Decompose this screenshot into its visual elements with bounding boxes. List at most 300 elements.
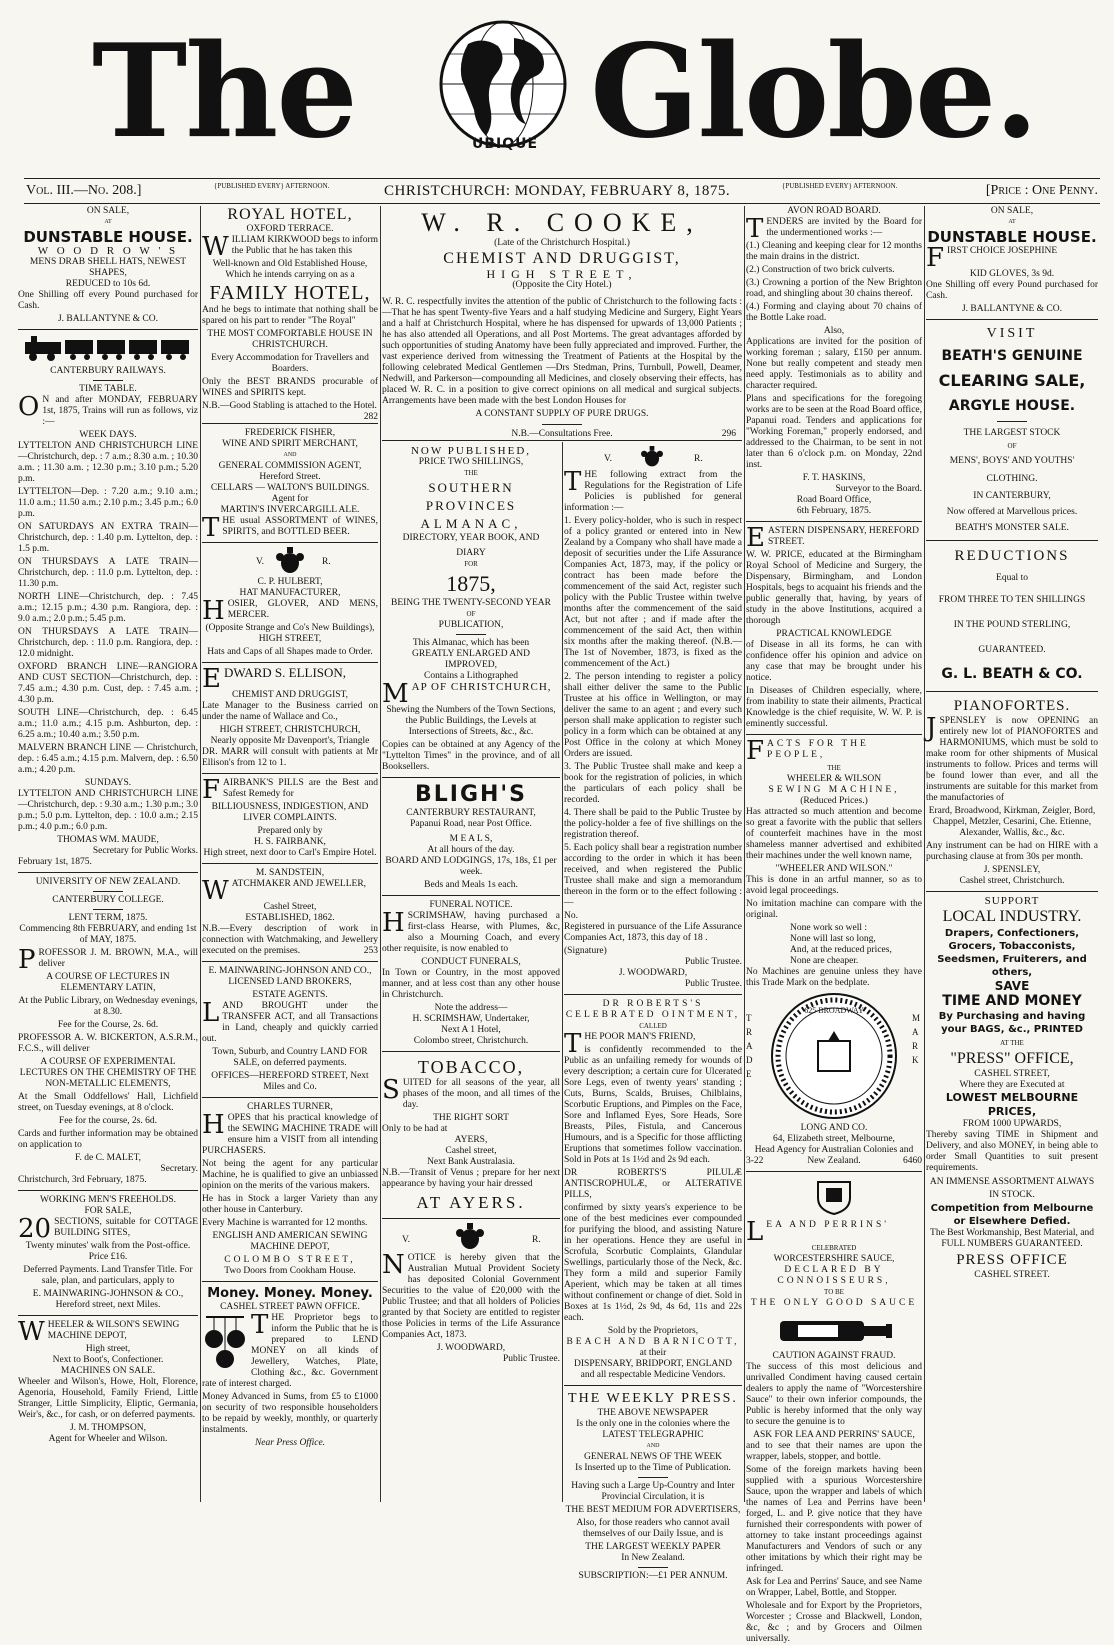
southern-provinces: SOUTHERN PROVINCES [425,480,517,513]
column-divider [562,442,563,1502]
ask-for: ASK FOR LEA AND PERRINS' SAUCE, [753,1430,915,1440]
woodrow-text: MENS DRAB SHELL HATS, NEWEST SHAPES, [29,257,187,278]
next-hotel: Next A 1 Hotel, [441,1025,501,1035]
published-note-right: {PUBLISHED EVERY} AFTERNOON. [782,182,898,190]
royal-arms [382,1223,560,1253]
none-line: None work so well : [790,923,868,933]
almanac-year: 1875, [446,571,496,596]
full-numbers: FULL NUMBERS GUARANTEED. [941,1239,1083,1249]
dateline [24,178,1100,204]
having-circulation: Having such a Large Up-Country and Inter Provincial Circulation, it is [571,1481,735,1502]
tender-work: (2.) Construction of two brick culverts. [746,265,895,275]
scrimshaw-name: H. SCRIMSHAW, Undertaker, [412,1014,530,1024]
reduced-prices: (Reduced Prices.) [800,796,868,806]
two-doors: Two Doors from Cookham House. [224,1266,356,1276]
almanac-diary: DIARY [456,548,486,558]
vr-r: R. [694,454,703,464]
facts-heading: ACTS FOR THE PEOPLE, [767,739,869,760]
gl-beath: G. L. BEATH & CO. [941,666,1083,682]
note-address: Note the address— [434,1003,508,1013]
scrimshaw-text: SCRIMSHAW, having purchased a first-class Hearse, with Plumes, &c, also a Mourning Coach, and every other requisite, is now enabled to [382,911,560,954]
column-5: AVON ROAD BOARD. TENDERS are invited by the Board for the undermentioned works :— (1.) Cleaning and keeping clear for 12 months the main drains in the district. (2.) Construction of two brick culverts. (3.) Crowning a portion of the New Brighton road, and shingling about 30 chains thereof. (4.) Forming and claying about 70 chains of the Bottle Lake road. Also, Applications are invited for the position of working foreman ; salary, £150 per annum. None but really competent and steady men need apply. Testimonials as to ability and character required. Plans and specifications for the foregoing works are to be seen at the Road Board office, Papanui road. Tenders and applications for "Working Foreman," properly endorsed, and addressed to the Chairman, to be sent in not later than 6 o'clock p.m. on Monday, 22nd inst. F. T. HASKINS, Surveyor to the Board. Road Board Office, 6th February, 1875. EASTERN DISPENSARY, HEREFORD STREET. W. W. PRICE, educated at the Birmingham Royal School of Medicine and Surgery, the Dispensary, Birmingham, and London Hospitals, begs to acquaint his friends and the public generally that, having, by years of study in the above Institutions, acquired a thorough PRACTICAL KNOWLEDGE of Disease in all its forms, he can with confidence offer his opinion and advice on any case that may be brought under his notice. In Diseases of Children especially, where, from inability to state their ailments, Practical Knowledge is the chief requisite, W. W. P. is eminently successful. FACTS FOR THE PEOPLE, THE WHEELER & WILSON SEWING MACHINE, (Reduced Prices.) Has attracted so much attention and become so great a favorite with the public that sellers of counterfeit machines have in the most shameless manner advertised and exhibited their machines under the well known name, "WHEELER AND WILSON." This is done in an artful manner, so as to avoid legal proceedings. No imitation machine can compare with the original. None work so well : None will last so long, And, at the reduced prices, None are cheaper. No Machines are genuine unless they have this Trade Mark on the bedplate. TRADE 625 BROADWAY MARK LONG AND CO. 64, Elizabeth street, Melbourne, Head Agency for Australian Colonies and 3-22 New Zealand. 6460 LEA AND PERRINS' CELEBRATED WORCESTERSHIRE SAUCE, DECLARED BY CONNOISSEURS, TO BE THE ONLY GOOD SAUCE CAUTION AGAINST FRAUD. The success of this most delicious and unrivalled Condiment having caused certain dealers to apply the name of "Worcestershire Sauce" to their own inferior compounds, the Public is hereby informed that the only way to secure the genuine is to ASK FOR LEA AND PERRINS' SAUCE, and to see that their names are upon the wrapper, labels, stopper, and bottle. Some of the foreign markets having been supplied with a spurious Worcestershire Sauce, upon the wrapper and labels of which the names of Lea and Perrins have been forged, L. and P. give notice that they have furnished their correspondents with power of attorney to take instant proceedings against Manufacturers and Vendors of such or any other imitations by which their right may be infringed. Ask for Lea and Perrins' Sauce, and see Name on Wrapper, Label, Bottle, and Stopper. Wholesale and for Export by the Proprietors, Worcester ; Crosse and Blackwell, London, &c, &c ; and by Grocers and Oilmen universally. [746,206,922,1644]
plans-text: Plans and specifications for the foregoing works are to be seen at the Road Board office, Papanui road. Tenders and applications for "Working Foreman," properly endorsed, and addressed to the Chairman, to be sent in not later than 6 o'clock p.m. on Monday, 22nd inst. [746,394,922,470]
regs-intro: HE following extract from the Regulations for the Registration of Life Policies is published for general information :— [564,470,742,513]
cooke-name: W. R. COOKE, [421,208,703,237]
royal-arms [564,446,742,470]
family-text: And he begs to intimate that nothing shall be spared on his part to render "The Royal" [202,305,378,326]
surveyor-title: Surveyor to the Board. [835,484,922,494]
ad-number: 253 [363,946,378,956]
bligh-hours: At all hours of the day. [427,845,515,855]
press-office-footer: PRESS OFFICE [956,1252,1068,1268]
turner-name: CHARLES TURNER, [247,1102,333,1112]
fisher-name: FREDERICK FISHER, [244,428,336,438]
purchasing-bags: By Purchasing and having your BAGS, &c., PRINTED [938,1011,1086,1035]
long-address: 64, Elizabeth street, Melbourne, [773,1134,895,1144]
none-line: None are cheaper. [790,956,859,966]
rail-line: LYTTELTON—Dep. : 7.20 a.m.; 9.10 a.m.; 11.0 a.m.; 11.50 a.m.; 2.10 p.m.; 3.45 p.m.; 6.0 p.m. [18,487,198,519]
time-money: TIME AND MONEY [942,993,1082,1009]
ballantyne-signature: J. BALLANTYNE & CO. [961,304,1062,314]
regulation-item: 2. The person intending to register a policy shall either deliver the same to the Public Trustee at his office in Wellington, or may deliver the same to an agent ; and every such person shall make application to register such policy in a form which can be obtained at any Post Office in the colony at which Money Orders are issued. [564,672,742,759]
lent-term: LENT TERM, 1875. [68,913,148,923]
scrimshaw-address: Colombo street, Christchurch. [413,1036,529,1046]
reduced-price: REDUCED to 10s 6d. [65,279,151,289]
public-trustee-title: Public Trustee. [684,979,742,989]
genuine-text: No Machines are genuine unless they have this Trade Mark on the bedplate. [746,967,922,988]
piano-hire: Any instrument can be had on HIRE with a purchasing clause at from 30s per month. [926,841,1098,862]
best-medium: THE BEST MEDIUM FOR ADVERTISERS, [565,1505,741,1515]
cooke-text: W. R. C. respectfully invites the attention of the public of Christchurch to the following facts :—That he has spent Twenty-five Years and a half studying Medicine and Surgery, Eight Years and a half at Christchurch Hospital, where he has dispensed for upwards of 13,000 Patients ; he has also attended all Operations, and all Post Mortems. The great advantages afforded by such opportunities of studing Anatomy have been fully appreciated and improved. Further, the vast experience derived from witnessing the Treatment of Patients at the Hospital by the following celebrated Medical Gentlemen —Drs Stedman, Prins, Turnbull, Powell, Deamer, Nedwill, and Parkerson—compounding all Medicines, and closely observing their effects, has placed W. R. C. in a position to give correct opinions on all medical and surgical subjects. Arrangements have been made with the best London Houses for [382,297,742,406]
called-label: CALLED [639,1022,667,1030]
almanac-being: BEING THE TWENTY-SECOND YEAR [391,598,551,608]
money-heading: Money. Money. Money. [207,1286,373,1301]
accommodation-text: Every Accommodation for Travellers and Boarders. [211,353,369,374]
from-1000: FROM 1000 UPWARDS, [962,1119,1062,1129]
fisher-trade: WINE AND SPIRIT MERCHANT, [222,439,358,449]
ayers-street: Cashel street, [445,1146,497,1156]
term-dates: Commencing 8th FEBRUARY, and ending 1st of MAY, 1875. [19,924,197,945]
cooke-trade: CHEMIST AND DRUGGIST, [443,250,681,267]
turner-warranted: Every Machine is warranted for 12 months. [202,1218,368,1228]
sections-count: 20 [18,1214,52,1244]
registered-text: Registered in pursuance of the Life Assurance Companies Act, 1873, this day of 18 . [564,922,742,943]
josephine-gloves: IRST CHOICE JOSEPHINE [947,246,1058,256]
rail-line: ON SATURDAYS AN EXTRA TRAIN—Christchurch, dep. : 1.40 p.m. Lyttelton, dep. : 1.5 p.m. [18,522,198,554]
rail-line: ON THURSDAYS A LATE TRAIN—Christchurch, dep. : 11.0 p.m. Lyttelton, dep. : 11.30 p.m. [18,557,198,589]
fairbank-pills: AIRBANK'S PILLS are the Best and Safest Remedy for [223,778,378,799]
reg-no: No. [564,911,578,921]
at-label: AT [1008,219,1016,225]
rail-line: NORTH LINE—Christchurch, dep. : 7.45 a.m.; 12.15 p.m.; 4.30 p.m. Rangiora, dep. : 9.0 a.m.; 2.0 p.m.; 5.45 p.m. [18,592,198,624]
immense-assortment: AN IMMENSE ASSORTMENT ALWAYS IN STOCK. [929,1177,1095,1200]
drapers-list: Drapers, Confectioners, Grocers, Tobacconists, Seedsmen, Fruiterers, and others, [937,928,1087,978]
thompson-title: Agent for Wheeler and Wilson. [48,1434,168,1444]
masthead [0,0,1114,176]
ellison-trade: CHEMIST AND DRUGGIST, [231,690,349,700]
pawn-advanced: Money Advanced in Sums, from £5 to £1000 on security of two responsible householders to be repaid by weekly, monthly, or quarterly instalments. [202,1392,378,1435]
largest-stock: THE LARGEST STOCK [963,428,1061,438]
sections-payment: Deferred Payments. Land Transfer Title. For sale, plan, and particulars, apply to [23,1265,193,1286]
haskins-signature: F. T. HASKINS, [802,473,866,483]
askfor-text: Ask for Lea and Perrins' Sauce, and see Name on Wrapper, Label, Bottle, and Stopper. [746,1577,922,1598]
bligh-beds: Beds and Meals 1s each. [424,880,518,890]
dispensary-address: DISPENSARY, BRIDPORT, ENGLAND [574,1359,732,1369]
almanac-improved: IMPROVED, [445,660,497,670]
malet-title: Secretary. [160,1164,198,1174]
kirkwood-text: ILLIAM KIRKWOOD begs to inform the Public that he has taken this [231,235,378,256]
mj-brokers: E. MAINWARING-JOHNSON AND CO., LICENSED LAND BROKERS, [208,966,372,987]
vr-r: R. [322,557,331,567]
beaths-genuine: BEATH'S GENUINE [941,348,1083,364]
the-label: THE [827,764,841,772]
above-newspaper: THE ABOVE NEWSPAPER [597,1408,709,1418]
public-trustee-label: Public Trustee. [684,957,742,967]
pianofortes-heading: PIANOFORTES. [953,698,1071,714]
ointment-text: is confidently recommended to the Public as an unfailing remedy for wounds of every description; a certain cure for Ulcerated Sore Legs, even of twenty years' standing ; Cuts, Burns, Scalds, Bruises, Chilblains, Scorbutic Eruptions, and Pimples on the Face, Sore and Inflamed Eyes, Sore Heads, Sore Breasts, Piles, Fistula, and Cancerous Humours, and is a Specific for those afflicting Eruptions that sometimes follow vaccination. Sold in Pots at 1s 1½d and 2s 9d each. [564,1045,742,1165]
family-hotel-heading: FAMILY HOTEL, [209,282,371,304]
save-label: SAVE [994,979,1030,993]
regulation-item: 3. The Public Trustee shall make and keep a book for the registration of policies, in which the particulars of each policy shall be recorded. [564,762,742,805]
clothing-label: CLOTHING. [986,474,1038,484]
ellison-near: Nearly opposite Mr Davenport's, Triangle [210,736,370,746]
vr-v: V. [604,454,613,464]
royal-crest-icon [638,446,666,468]
sundays-heading: SUNDAYS. [84,778,132,788]
masthead-title-left: The [92,17,356,167]
roberts-heading: DR ROBERTS'S [602,999,704,1009]
agent-for-label: Agent for [271,494,309,504]
subscription-price: SUBSCRIPTION:—£1 PER ANNUM. [578,1571,728,1581]
rail-line: LYTTELTON AND CHRISTCHURCH LINE—Christchurch, dep. : 7 a.m.; 8.30 a.m. ; 10.30 a.m. ; 11.30 a.m. ; 12.30 p.m.; 3.10 p.m.; 5.20 p.m. [18,441,198,484]
tender-work: (3.) Crowning a portion of the New Brighton road, and shingling about 30 chains thereof. [746,278,922,299]
worcs-sauce: WORCESTERSHIRE SAUCE, [773,1254,895,1264]
trade-mark [746,991,922,1123]
children-text: In Diseases of Children especially, where, from inability to state their ailments, Practical Knowledge is the chief requisite, W. W. P. is eminently successful. [746,686,922,729]
lowest-prices: LOWEST MELBOURNE PRICES, [945,1091,1079,1118]
ayers-next: Next Bank Australasia. [427,1157,515,1167]
hulbert-address: (Opposite Strange and Co's New Buildings), HIGH STREET, [205,623,375,644]
equal-to: Equal to [996,573,1028,583]
bligh-heading: BLIGH'S [414,782,528,807]
ww-name: WHEELER & WILSON [786,774,882,784]
hulbert-trade: HAT MANUFACTURER, [239,588,341,598]
almanac-price: PRICE TWO SHILLINGS, [418,457,524,467]
almanac-shewing: Shewing the Numbers of the Town Sections, the Public Buildings, the Levels at Intersections of Streets, &c., &c. [386,705,556,737]
lea-perrins-crest-icon [812,1176,856,1216]
cooke-street: HIGH STREET, [486,267,638,281]
best-workmanship: The Best Workmanship, Best Material, and [930,1228,1094,1238]
brown-course: A COURSE OF LECTURES IN ELEMENTARY LATIN, [46,972,170,993]
pilulae-text: confirmed by sixty years's experience to be one of the best medicines ever compounded for purifying the blood, and assisting Nature in her operations. Hence they are useful in Scrofula, Scorbutic Complaints, Glandular Swellings, particularly those of the Neck, &c. They form a mild and superior Family Aperient, which may be taken at all times without confinement or change of diet. Sold in Boxes at 1s 1½d, 2s 9d, 4s 6d, 11s and 22s each. [564,1203,742,1323]
volume-number: Vol. III.—No. 208.] [26,183,142,198]
hereford-street: Hereford Street. [259,472,321,482]
vr-r: R. [532,1235,541,1245]
sauce-bottle-icon [774,1313,894,1347]
attracted-text: Has attracted so much attention and become so great a favorite with the public that sellers of counterfeit machines have in the most shameless manner advertised and exhibited their machines under the well known name, [746,807,922,861]
royal-crest-icon [454,1223,486,1251]
at-the-label: AT THE [1000,1039,1024,1047]
caution-heading: CAUTION AGAINST FRAUD. [772,1351,896,1361]
at-their: at their [639,1348,667,1358]
hats-made: Hats and Caps of all Shapes made to Order. [207,647,373,657]
piano-makers: Erard, Broadwood, Kirkman, Zeigler, Bord, Chappel, Metzler, Cesarini, Che. Etienne, Alexander, Wallis, &c., &c. [928,806,1096,838]
cellars-address: CELLARS — WALTON'S BUILDINGS. [210,483,370,493]
bickerton-course: A COURSE OF EXPERIMENTAL LECTURES ON THE CHEMISTRY OF THE NON-METALLIC ELEMENTS, [19,1057,197,1089]
long-agency: Head Agency for Australian Colonies and [754,1145,914,1155]
conduct-funerals: CONDUCT FUNERALS, [421,957,521,967]
column-divider [744,206,745,1502]
malet-signature: F. de C. MALET, [74,1153,142,1163]
almanac-title: ALMANAC, [420,516,522,531]
conduct-text: In Town or Country, in the most appoved manner, and at less cost than any other house in Christchurch. [382,968,560,1000]
on-sale-label: ON SALE, [990,206,1034,216]
competition-text: Competition from Melbourne or Elsewhere Defied. [930,1203,1094,1227]
reductions-heading: REDUCTIONS [954,548,1070,564]
ww-quote: "WHEELER AND WILSON." [775,864,893,874]
vr-v: V. [402,1235,411,1245]
freeholds-heading: WORKING MEN'S FREEHOLDS. [39,1195,177,1205]
thompson-signature: J. M. THOMPSON, [69,1423,147,1433]
ballantyne-signature: J. BALLANTYNE & CO. [57,314,158,324]
rail-line: OXFORD BRANCH LINE—RANGIORA AND CUST SECTION—Christchurch, dep. : 7.45 a.m.; 4.30 p.m. Cust, dep. : 7.45 a.m. ; 4.30 p.m. [18,662,198,705]
ayers-name: AYERS, [454,1135,488,1145]
mens-boys: MENS', BOYS' AND YOUTHS' [949,456,1075,466]
disease-text: of Disease in all its forms, he can with confidence offer his opinion and advice on any case that may be brought under his notice. [746,640,922,683]
brands-text: Only the BEST BRANDS procurable of WINES and SPIRITS kept. [202,377,378,398]
wheeler-depot-heading: HEELER & WILSON'S SEWING MACHINE DEPOT, [47,1320,180,1341]
tender-work: (4.) Forming and claying about 70 chains of the Bottle Lake road. [746,302,922,323]
bickerton-lecture: PROFESSOR A. W. BICKERTON, A.S.R.M., F.C.S., will deliver [18,1033,198,1054]
none-line: And, at the reduced prices, [790,945,892,955]
bickerton-fee: Fee for the course, 2s. 6d. [58,1116,158,1126]
pawn-near: Near Press Office. [254,1438,326,1448]
rail-line: LYTTELTON AND CHRISTCHURCH LINE—Christchurch, dep. : 9.30 a.m.; 1.30 p.m.; 3.0 p.m.; 5.0 p.m. Lyttelton, dep. : 10.0 a.m.; 2.15 p.m.; 4.0 p.m.; 6.0 p.m. [18,789,198,832]
imitation-text: No imitation machine can compare with the original. [746,899,922,920]
malet-date: Christchurch, 3rd February, 1875. [18,1175,147,1185]
mj-offices: OFFICES—HEREFORD STREET, Next Miles and Co. [211,1071,369,1092]
published-note-left: {PUBLISHED EVERY} AFTERNOON. [214,182,330,190]
caution-text: The success of this most delicious and unrivalled Condiment having caused certain dealers to apply the name of "Worcestershire Sauce" to their own inferior compounds, the Public is hereby informed that the only way to secure the genuine is to [746,1362,922,1427]
brown-fee: Fee for the Course, 2s. 6d. [57,1020,159,1030]
mainwaring-signature: E. MAINWARING-JOHNSON & CO., [32,1289,184,1299]
machines-heading: MACHINES ON SALE. [60,1366,156,1376]
hulbert-hosier: OSIER, GLOVER, AND MENS, MERCER. [227,599,378,620]
board-date: 6th February, 1875. [796,506,872,516]
sections-text: SECTIONS, suitable for COTTAGE BUILDING SITES, [54,1217,198,1238]
sewing-machine: SEWING MACHINE, [768,785,900,795]
sandstein-name: M. SANDSTEIN, [255,868,325,878]
trustee-title: Public Trustee. [502,1354,560,1364]
established-year: ESTABLISHED, 1862. [245,913,335,923]
medicine-vendors: and all respectable Medicine Vendors. [580,1370,726,1380]
ad-code: 6460 [903,1156,922,1166]
column-divider [380,206,381,1502]
none-line: None will last so long, [790,934,876,944]
cards-info: Cards and further information may be obtained on application to [18,1129,198,1150]
amp-notice: OTICE is hereby given that the Australian Mutual Provident Society has deposited Colonial Government Securities to the value of £20,000 with the Public Trustee; and that all holders of Policies granted by that Society are entitled to register those Policies in terms of the Life Assurance Companies Act, 1873. [382,1253,560,1340]
weekdays-heading: WEEK DAYS. [79,430,137,440]
stabling-text: N.B.—Good Stabling is attached to the Hotel. [202,401,377,411]
artful-text: This is done in an artful manner, so as to avoid legal proceedings. [746,875,922,896]
rail-line: SOUTH LINE—Christchurch, dep. : 6.45 a.m.; 11.0 a.m.; 4.15 p.m. Ashburton, dep. : 6.25 a.m.; 10.40 a.m.; 3.50 p.m. [18,708,198,740]
almanac-greatly: GREATLY ENLARGED AND [412,649,530,659]
dunstable-house-heading: DUNSTABLE HOUSE. [23,228,193,246]
offered-label: Now offered at Marvellous prices. [946,507,1078,517]
watchmaker-heading: ATCHMAKER AND JEWELLER, [231,879,367,889]
only-good-sauce: THE ONLY GOOD SAUCE [750,1298,918,1308]
to-be-label: TO BE [824,1288,844,1296]
of-label: OF [466,610,476,618]
woodrow-heading: W O O D R O W ' S [37,245,179,257]
tobacco-heading: TOBACCO, [417,1057,525,1077]
almanac-copies: Copies can be obtained at any Agency of the "Lyttelton Times" in the province, and of all Booksellers. [382,740,560,772]
ellison-late: Late Manager to the Business carried on under the name of Wallace and Co., [202,701,378,722]
funeral-heading: FUNERAL NOTICE. [429,900,513,910]
bligh-restaurant: CANTERBURY RESTAURANT, [406,808,536,818]
for-label: FOR [464,560,478,568]
at-ayers: AT AYERS. [416,1193,526,1212]
poor-mans-friend: HE POOR MAN'S FRIEND, [584,1032,696,1042]
applications-text: Applications are invited for the position of working foreman ; salary, £150 per annum. None but really competent and steady men need apply. Testimonials as to ability and character required. [746,337,922,391]
column-divider [200,206,201,1502]
university-heading: UNIVERSITY OF NEW ZEALAND. [35,877,181,887]
tender-work: (1.) Cleaning and keeping clear for 12 months the main drains in the district. [746,241,922,262]
spensley-signature: J. SPENSLEY, [983,865,1041,875]
three-to-ten: FROM THREE TO TEN SHILLINGS [938,595,1086,605]
kirkwood-intends: Which he intends carrying on as a [225,270,355,280]
cashel-street: CASHEL STREET, [974,1069,1050,1079]
masthead-motto: UBIQUE [471,136,539,152]
beach-barnicott: BEACH AND BARNICOTT, [566,1337,740,1347]
press-office-heading: "PRESS" OFFICE, [950,1050,1074,1067]
avon-heading: AVON ROAD BOARD. [787,206,881,216]
right-sort: THE RIGHT SORT [433,1113,509,1123]
board-office: Road Board Office, [796,495,872,505]
mark-label: MARK [912,1013,921,1065]
dateline-city-date: CHRISTCHURCH: MONDAY, FEBRUARY 8, 1875. [384,183,731,199]
monster-sale: BEATH'S MONSTER SALE. [955,523,1069,533]
wheeler-next: Next to Boot's, Confectioner. [52,1355,164,1365]
tenders-intro: ENDERS are invited by the Board for the undermentioned works :— [766,217,922,238]
broadway-label: 625 BROADWAY [804,1006,864,1015]
ellison-name: DWARD S. ELLISON, [223,665,347,680]
sewing-depot: ENGLISH AND AMERICAN SEWING MACHINE DEPOT, [212,1231,368,1252]
latest-telegraphic: LATEST TELEGRAPHIC [602,1430,704,1440]
inserted-time: Is Inserted up to the Time of Publication. [575,1463,731,1473]
column-3: NOW PUBLISHED, PRICE TWO SHILLINGS, THE SOUTHERN PROVINCES ALMANAC, DIRECTORY, YEAR BOOK, AND DIARY FOR 1875, BEING THE TWENTY-SECOND YEAR OF PUBLICATION, This Almanac, which has been GREATLY ENLARGED AND IMPROVED, Contains a Lithographed MAP OF CHRISTCHURCH, Shewing the Numbers of the Town Sections, the Public Buildings, the Levels at Intersections of Streets, &c., &c. Copies can be obtained at any Agency of the "Lyttelton Times" in the province, and of all Booksellers. BLIGH'S CANTERBURY RESTAURANT, Papanui Road, near Post Office. M E A L S, At all hours of the day. BOARD AND LODGINGS, 17s, 18s, £1 per week. Beds and Meals 1s each. FUNERAL NOTICE. HSCRIMSHAW, having purchased a first-class Hearse, with Plumes, &c, also a Mourning Coach, and every other requisite, is now enabled to CONDUCT FUNERALS, In Town or Country, in the most appoved manner, and at less cost than any other house in Christchurch. Note the address— H. SCRIMSHAW, Undertaker, Next A 1 Hotel, Colombo street, Christchurch. TOBACCO, SUITED for all seasons of the year, all phases of the moon, and all times of the day. THE RIGHT SORT Only to be had at AYERS, Cashel street, Next Bank Australasia. N.B.—Transit of Venus ; prepare for her next appearance by having your hair dressed AT AYERS. V. R. NOTICE is hereby given that the Australian Mutual Provident Society has deposited Colonial Government Securities to the value of £20,000 with the Public Trustee; and that all holders of Policies granted by that Society are entitled to register those Policies in terms of the Life Assurance Companies Act, 1873. J. WOODWARD, Public Trustee. [382,445,560,1364]
almanac-map: AP OF CHRISTCHURCH, [411,681,552,693]
cashel-street-footer: CASHEL STREET. [974,1270,1050,1280]
general-news: GENERAL NEWS OF THE WEEK [583,1452,723,1462]
commission-agent: GENERAL COMMISSION AGENT, [218,461,362,471]
celebrated-label: CELEBRATED [811,1244,857,1252]
long-co: LONG AND CO. [800,1123,868,1133]
bligh-address: Papanui Road, near Post Office. [410,819,532,829]
wheeler-street: High street, [85,1344,131,1354]
in-new-zealand: In New Zealand. [621,1553,685,1563]
foreign-text: Some of the foreign markets having been supplied with a spurious Worcestershire Sauce, upon the wrapper and labels of which the names of Lea and Perrins have been forged, L. and P. give notice that they have furnished their correspondents with power of attorney to take instant proceedings against Manufacturers and Vendors of such or any other imitations by which their right may be infringed. [746,1465,922,1574]
kirkwood-house: Well-known and Old Established House, [212,259,368,269]
hulbert-name: C. P. HULBERT, [257,577,323,587]
visit-heading: VISIT [986,326,1038,341]
masthead-title-right: Globe. [590,17,1037,167]
also-label: Also, [823,326,845,336]
wholesale-text: Wholesale and for Export by the Proprietors, Worcester ; Crosse and Blackwell, London, &c, &c ; and by Grocers and Oilmen universally. [746,1601,922,1644]
estate-agents: ESTATE AGENTS. [252,990,328,1000]
largest-weekly: THE LARGEST WEEKLY PAPER [585,1542,721,1552]
column-2: ROYAL HOTEL, OXFORD TERRACE. WILLIAM KIRKWOOD begs to inform the Public that he has taken this Well-known and Old Established House, Which he intends carrying on as a FAMILY HOTEL, And he begs to intimate that nothing shall be spared on his part to render "The Royal" THE MOST COMFORTABLE HOUSE IN CHRISTCHURCH. Every Accommodation for Travellers and Boarders. Only the BEST BRANDS procurable of WINES and SPIRITS kept. N.B.—Good Stabling is attached to the Hotel. 282 FREDERICK FISHER, WINE AND SPIRIT MERCHANT, AND GENERAL COMMISSION AGENT, Hereford Street. CELLARS — WALTON'S BUILDINGS. Agent for MARTIN'S INVERCARGILL ALE. THE usual ASSORTMENT of WINES, SPIRITS, and BOTTLED BEER. V. R. C. P. HULBERT, HAT MANUFACTURER, HOSIER, GLOVER, AND MENS, MERCER. (Opposite Strange and Co's New Buildings), HIGH STREET, Hats and Caps of all Shapes made to Order. EDWARD S. ELLISON, CHEMIST AND DRUGGIST, Late Manager to the Business carried on under the name of Wallace and Co., HIGH STREET, CHRISTCHURCH, Nearly opposite Mr Davenport's, Triangle DR. MARR will consult with patients at Mr Ellison's from 12 to 1. FAIRBANK'S PILLS are the Best and Safest Remedy for BILLIOUSNESS, INDIGESTION, AND LIVER COMPLAINTS. Prepared only by H. S. FAIRBANK, High street, next door to Carl's Empire Hotel. M. SANDSTEIN, WATCHMAKER AND JEWELLER, Cashel Street, ESTABLISHED, 1862. N.B.—Every description of work in connection with Watchmaking, and Jewellery executed on the premises. 253 E. MAINWARING-JOHNSON AND CO., LICENSED LAND BROKERS, ESTATE AGENTS. LAND BROUGHT under the TRANSFER ACT, and all Transactions in Land, cheaply and quickly carried out. Town, Suburb, and Country LAND FOR SALE, on deferred payments. OFFICES—HEREFORD STREET, Next Miles and Co. CHARLES TURNER, HOPES that his practical knowledge of the SEWING MACHINE TRADE will ensure him a VISIT from all intending PURCHASERS. Not being the agent for any particular Machine, he is qualified to give an unbiassed opinion on the merits of the various makers. He has in Stock a larger Variety than any other house in Canterbury. Every Machine is warranted for 12 months. ENGLISH AND AMERICAN SEWING MACHINE DEPOT, COLOMBO STREET, Two Doors from Cookham House. Money. Money. Money. CASHEL STREET PAWN OFFICE. THE Proprietor begs to inform the Public that he is prepared to LEND MONEY on all kinds of Jewellery, Watches, Plate, Clothing &c., &c. Government rate of interest charged. Money Advanced in Sums, from £5 to £1000 on security of two responsible householders to be repaid by weekly, monthly, or quarterly instalments. Near Press Office. [202,206,378,1448]
only-had: Only to be had at [382,1124,448,1134]
price-label: [Price : One Penny. [985,183,1098,198]
cooke-opposite: (Opposite the City Hotel.) [512,280,612,290]
sold-by: Sold by the Proprietors, [607,1326,699,1336]
local-industry: LOCAL INDUSTRY. [942,908,1082,925]
vr-v: V. [256,557,265,567]
ad-code: 3-22 [746,1156,764,1166]
column-divider [924,206,925,1502]
prepared-label: Prepared only by [257,826,323,836]
timetable-intro: N and after MONDAY, FEBRUARY 1st, 1875, Trains will run as follows, viz :— [42,395,198,427]
cooke-supply: A CONSTANT SUPPLY OF PURE DRUGS. [475,409,649,419]
almanac-contains: Contains a Lithographed [424,671,518,681]
pilulae-heading: DR ROBERTS'S PILULÆ ANTISCROPHULÆ, or ALTERATIVE PILLS, [564,1168,742,1200]
fairbank-name: H. S. FAIRBANK, [254,837,326,847]
ad-number: 282 [363,412,378,422]
shilling-offer: One Shilling off every Pound purchased for Cash. [926,280,1098,301]
timetable-heading: TIME TABLE. [79,384,137,394]
for-sale-label: FOR SALE, [84,1206,132,1216]
rail-line: ON THURSDAYS A LATE TRAIN—Christchurch, dep. : 11.0 p.m. Rangiora, dep. : 12.0 midnight. [18,627,198,659]
shilling-offer: One Shilling off every Pound purchased for Cash. [18,290,198,311]
woodward-signature: J. WOODWARD, [618,968,688,978]
comfortable-house: THE MOST COMFORTABLE HOUSE IN CHRISTCHURCH. [207,329,373,350]
eastern-dispensary: ASTERN DISPENSARY, HEREFORD STREET. [767,526,920,547]
pound-sterling: IN THE POUND STERLING, [953,620,1071,630]
royal-address: OXFORD TERRACE. [246,224,334,234]
almanac-directory: DIRECTORY, YEAR BOOK, AND [402,533,540,543]
signature-label: (Signature) [564,946,607,956]
at-label: AT [104,219,112,225]
weekly-press-heading: THE WEEKLY PRESS. [568,1391,738,1406]
practical-knowledge: PRACTICAL KNOWLEDGE [776,629,892,639]
bilious-text: BILLIOUSNESS, INDIGESTION, AND LIVER COMPLAINTS. [211,802,369,823]
marr-consult: DR. MARR will consult with patients at Mr Ellison's from 12 to 1. [202,747,378,768]
spensley-address: Cashel street, Christchurch. [959,876,1065,886]
thereby-text: Thereby saving TIME in Shipment and Delivery, and also MONEY, in being able to order Small Quantities to suit present requirements. [926,1130,1098,1173]
guaranteed-label: GUARANTEED. [978,645,1046,655]
bickerton-location: At the Small Oddfellows' Hall, Lichfield street, on Tuesday evenings, at 8 o'clock. [18,1092,198,1113]
only-one: Is the only one in the colonies where the [576,1419,730,1429]
royal-hotel-heading: ROYAL HOTEL, [227,206,353,223]
colombo-street: COLOMBO STREET, [224,1255,356,1265]
turner-text: OPES that his practical knowledge of the SEWING MACHINE TRADE will ensure him a VISIT from all intending PURCHASERS. [202,1113,378,1156]
sections-location: Twenty minutes' walk from the Post-office. Price £16. [25,1241,191,1262]
royal-arms [202,547,378,577]
dunstable-house-heading: DUNSTABLE HOUSE. [927,228,1097,246]
woodward-signature: J. WOODWARD, [436,1343,506,1353]
land-for-sale: Town, Suburb, and Country LAND FOR SALE, on deferred payments. [212,1047,368,1068]
column-4: V. R. THE following extract from the Regulations for the Registration of Life Policies is published for general information :— 1. Every policy-holder, who is such in respect of a policy granted or entered into in New Zealand by a Company who shall have made a deposit of securities under the Life Assurance Companies Act, 1873, may, if the policy or contract has been made before the commencement of the said Act, register such policy with the Public Trustee within twelve months after the commencement of the said Act, but not after ; and if made after the commencement of the said Act, then within six months after the making thereof. (N.B.—The 1st of November, 1873, is fixed as the commencement of the Act.) 2. The person intending to register a policy shall either deliver the same to the Public Trustee at his office in Wellington, or may deliver the same to an agent ; and every such person shall make application to register such policy in a form which can be obtained at any Post Office in the colony at which Money Orders are issued. 3. The Public Trustee shall make and keep a book for the registration of policies, in which the particulars of each policy shall be recorded. 4. There shall be paid to the Public Trustee by the policy-holder a fee of five shillings on the registration thereof. 5. Each policy shall bear a registration number according to the order in which it has been received, and when registered the Public Trustee shall make and sign a memorandum thereon in the form or to the effect following :— No. Registered in pursuance of the Life Assurance Companies Act, 1873, this day of 18 . (Signature) Public Trustee. J. WOODWARD, Public Trustee. DR ROBERTS'S CELEBRATED OINTMENT, CALLED THE POOR MAN'S FRIEND, is confidently recommended to the Public as an unfailing remedy for wounds of every description; a certain cure for Ulcerated Sore Legs, even of twenty years' standing ; Cuts, Burns, Scalds, Bruises, Chilblains, Scorbutic Eruptions, and Pimples on the Face, Sore and Inflamed Eyes, Sore Heads, Sore Breasts, Piles, Fistula, and Cancerous Humours, and is a Specific for those afflicting Eruptions that sometimes follow vaccination. Sold in Pots at 1s 1½d and 2s 9d each. DR ROBERTS'S PILULÆ ANTISCROPHULÆ, or ALTERATIVE PILLS, confirmed by sixty years's experience to be one of the best medicines ever compounded for purifying the blood, and assisting Nature in her operations. Hence they are useful in Scrofula, Scorbutic Complaints, Glandular Swellings, particularly those of the Neck, &c. They form a mild and superior Family Aperient, which may be taken at all times without confinement or change of diet. Sold in Boxes at 1s 1½d, 2s 9d, 4s 6d, 11s and 22s each. Sold by the Proprietors, BEACH AND BARNICOTT, at their DISPENSARY, BRIDPORT, ENGLAND and all respectable Medicine Vendors. THE WEEKLY PRESS. THE ABOVE NEWSPAPER Is the only one in the colonies where the LATEST TELEGRAPHIC AND GENERAL NEWS OF THE WEEK Is Inserted up to the Time of Publication. Having such a Large Up-Country and Inter Provincial Circulation, it is THE BEST MEDIUM FOR ADVERTISERS, Also, for those readers who cannot avail themselves of our Daily Issue, and is THE LARGEST WEEKLY PAPER In New Zealand. SUBSCRIPTION:—£1 PER ANNUM. [564,446,742,1502]
turner-stock: He has in Stock a larger Variety than any other house in Canterbury. [202,1194,378,1215]
in-canterbury: IN CANTERBURY, [973,491,1051,501]
pawn-text: HE Proprietor begs to inform the Public that he is prepared to LEND MONEY on all kinds of Jewellery, Watches, Plate, Clothing &c., &c. Government rate of interest charged. [202,1313,378,1389]
pawn-balls-icon [202,1313,248,1373]
land-transfer: AND BROUGHT under the TRANSFER ACT, and all Transactions in Land, cheaply and quickly carried out. [202,1001,378,1044]
mainwaring-address: Hereford street, next Miles. [55,1300,161,1310]
now-published: NOW PUBLISHED, [410,445,532,457]
on-sale-label: ON SALE, [86,206,130,216]
